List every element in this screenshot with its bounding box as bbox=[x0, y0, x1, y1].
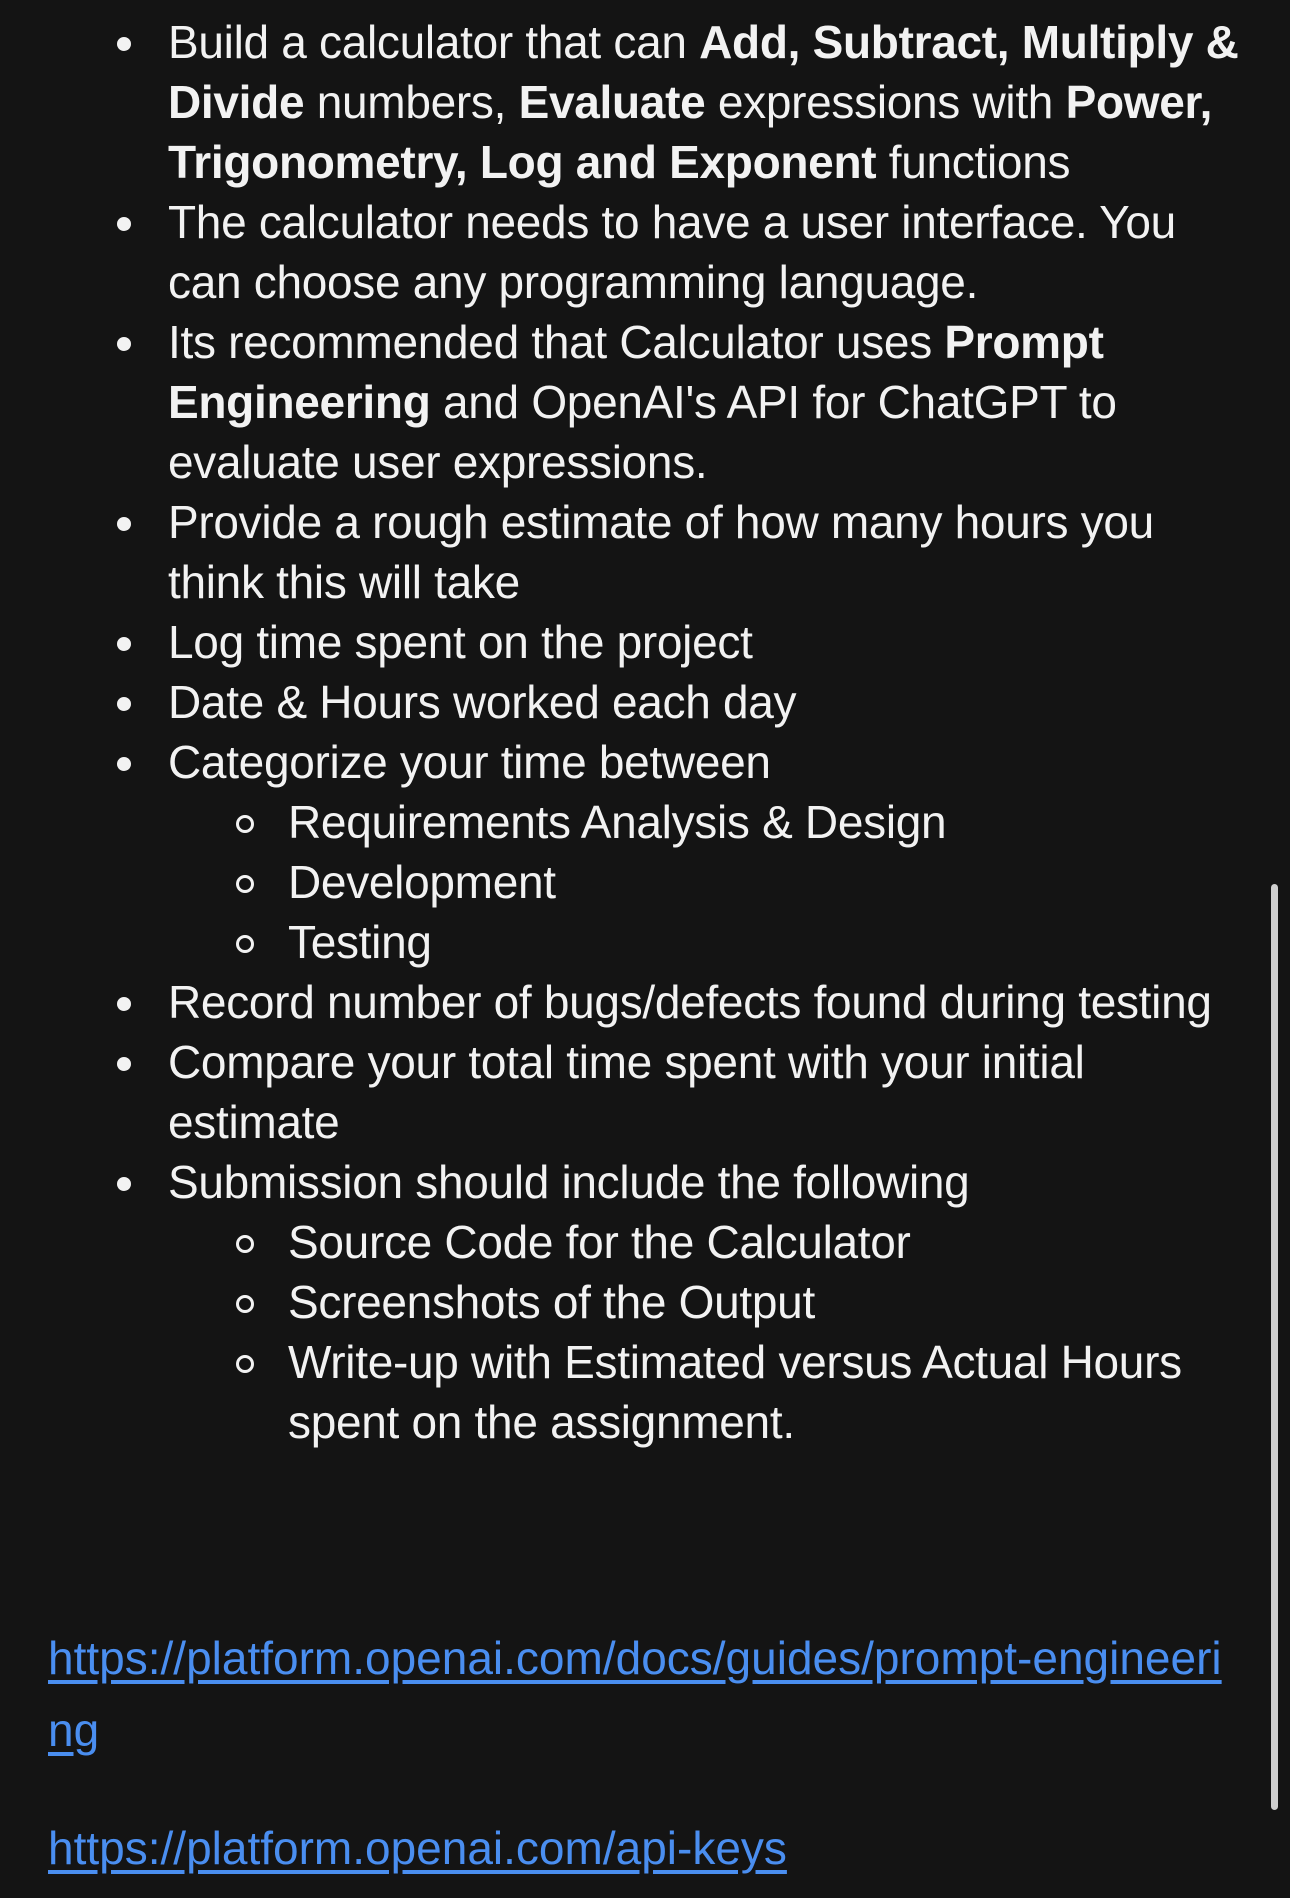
sub-item-text: Development bbox=[288, 856, 556, 908]
list-item bbox=[0, 732, 1260, 972]
list-item bbox=[0, 1032, 1260, 1152]
links-section bbox=[48, 1622, 1228, 1766]
item-text: Categorize your time between bbox=[168, 736, 771, 788]
sub-list bbox=[168, 792, 1240, 972]
sub-item-text: Source Code for the Calculator bbox=[288, 1216, 911, 1268]
item-text: Build a calculator that can bbox=[168, 16, 700, 68]
bullet-icon bbox=[117, 37, 131, 51]
item-text: Compare your total time spent with your initial estimate bbox=[168, 1036, 1085, 1148]
bold-text: Prompt Engineering bbox=[168, 316, 1104, 428]
sub-item-text: Requirements Analysis & Design bbox=[288, 796, 947, 848]
hollow-bullet-icon bbox=[236, 875, 254, 893]
item-text: Its recommended that Calculator uses bbox=[168, 316, 945, 368]
bullet-icon bbox=[117, 337, 131, 351]
sub-list-item bbox=[0, 912, 1240, 972]
sub-list-item bbox=[0, 852, 1240, 912]
sub-list-item bbox=[0, 1212, 1240, 1272]
item-text: Provide a rough estimate of how many hours you think this will take bbox=[168, 496, 1154, 608]
list-item bbox=[0, 192, 1260, 312]
requirements-list bbox=[0, 12, 1260, 1452]
item-text: Log time spent on the project bbox=[168, 616, 753, 668]
sub-list-item bbox=[0, 1272, 1240, 1332]
item-text: The calculator needs to have a user interface. You can choose any programming language. bbox=[168, 196, 1176, 308]
bold-text: Power, Trigonometry, Log and Exponent bbox=[168, 76, 1213, 188]
list-item bbox=[0, 1152, 1260, 1452]
prompt-engineering-link[interactable]: https://platform.openai.com/docs/guides/prompt-engineering bbox=[48, 1632, 1222, 1756]
bold-text: Evaluate bbox=[518, 76, 706, 128]
bullet-icon bbox=[117, 757, 131, 771]
item-text: Submission should include the following bbox=[168, 1156, 970, 1208]
item-text: functions bbox=[876, 136, 1071, 188]
item-text: expressions with bbox=[705, 76, 1066, 128]
list-item bbox=[0, 612, 1260, 672]
hollow-bullet-icon bbox=[236, 1295, 254, 1313]
vertical-scrollbar[interactable] bbox=[1271, 884, 1278, 1810]
bullet-icon bbox=[117, 637, 131, 651]
item-text: Record number of bugs/defects found during testing bbox=[168, 976, 1212, 1028]
bullet-icon bbox=[117, 217, 131, 231]
hollow-bullet-icon bbox=[236, 815, 254, 833]
list-item bbox=[0, 972, 1260, 1032]
sub-item-text: Write-up with Estimated versus Actual Hours spent on the assignment. bbox=[288, 1336, 1182, 1448]
bullet-icon bbox=[117, 697, 131, 711]
item-text: and OpenAI's API for ChatGPT to evaluate user expressions. bbox=[168, 376, 1117, 488]
hollow-bullet-icon bbox=[236, 935, 254, 953]
bullet-icon bbox=[117, 1177, 131, 1191]
sub-item-text: Testing bbox=[288, 916, 432, 968]
bold-text: Add, Subtract, Multiply & Divide bbox=[168, 16, 1239, 128]
sub-item-text: Screenshots of the Output bbox=[288, 1276, 815, 1328]
item-text: numbers, bbox=[304, 76, 519, 128]
bullet-icon bbox=[117, 517, 131, 531]
sub-list bbox=[168, 1212, 1240, 1452]
bullet-icon bbox=[117, 1057, 131, 1071]
hollow-bullet-icon bbox=[236, 1355, 254, 1373]
sub-list-item bbox=[0, 792, 1240, 852]
list-item bbox=[0, 492, 1260, 612]
list-item bbox=[0, 312, 1260, 492]
list-item bbox=[0, 672, 1260, 732]
bullet-icon bbox=[117, 997, 131, 1011]
api-keys-link[interactable]: https://platform.openai.com/api-keys bbox=[48, 1822, 787, 1874]
hollow-bullet-icon bbox=[236, 1235, 254, 1253]
item-text: Date & Hours worked each day bbox=[168, 676, 797, 728]
sub-list-item bbox=[0, 1332, 1240, 1452]
list-item bbox=[0, 12, 1260, 192]
